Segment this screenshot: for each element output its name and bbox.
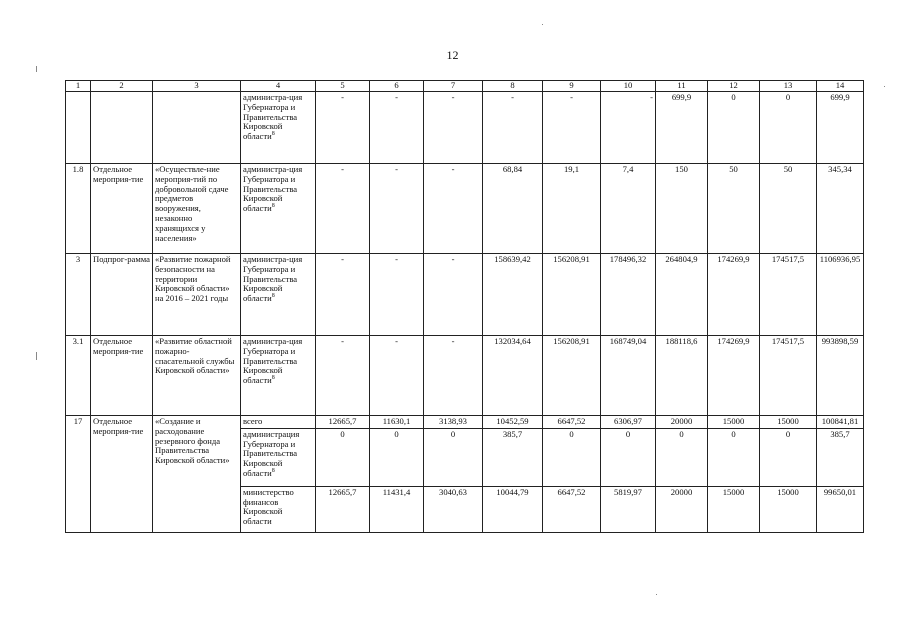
executor-cell: министерство финансов Кировской области (241, 486, 316, 532)
header-row (66, 81, 864, 92)
row-name-cell: «Создание и расходование резервного фонда Правительства Кировской области» (153, 416, 241, 533)
scan-speck (36, 352, 37, 360)
value-cell: 385,7 (483, 428, 543, 486)
value-cell: 174269,9 (708, 254, 760, 336)
table-row (66, 416, 864, 429)
value-cell: - (370, 254, 424, 336)
row-name-cell (153, 92, 241, 164)
value-cell: 168749,04 (601, 336, 656, 416)
value-cell: 50 (760, 164, 817, 254)
value-cell: 15000 (708, 416, 760, 429)
value-cell: - (370, 92, 424, 164)
row-number-cell: 3.1 (66, 336, 91, 416)
header-cell: 11 (656, 81, 708, 92)
value-cell: 0 (708, 428, 760, 486)
value-cell: 174269,9 (708, 336, 760, 416)
value-cell: 15000 (760, 486, 817, 532)
value-cell: 699,9 (817, 92, 864, 164)
header-cell: 7 (424, 81, 483, 92)
row-number-cell: 3 (66, 254, 91, 336)
value-cell: 15000 (760, 416, 817, 429)
value-cell: 0 (316, 428, 370, 486)
executor-cell: администрация Губернатора и Правительства Кировской области$^8$ (241, 428, 316, 486)
value-cell: 345,34 (817, 164, 864, 254)
header-cell: 12 (708, 81, 760, 92)
value-cell: 0 (760, 92, 817, 164)
value-cell: - (316, 164, 370, 254)
table-row (66, 254, 864, 336)
value-cell: 12665,7 (316, 486, 370, 532)
value-cell: 99650,01 (817, 486, 864, 532)
row-number-cell: 1.8 (66, 164, 91, 254)
value-cell: - (316, 92, 370, 164)
value-cell: 19,1 (543, 164, 601, 254)
header-cell: 5 (316, 81, 370, 92)
value-cell: 174517,5 (760, 336, 817, 416)
scan-speck (884, 86, 885, 87)
header-cell: 1 (66, 81, 91, 92)
header-cell: 2 (91, 81, 153, 92)
scan-speck (36, 66, 37, 72)
value-cell: 150 (656, 164, 708, 254)
value-cell: 11630,1 (370, 416, 424, 429)
header-cell: 14 (817, 81, 864, 92)
header-cell: 10 (601, 81, 656, 92)
table-row (66, 164, 864, 254)
value-cell: 6647,52 (543, 416, 601, 429)
budget-table (65, 80, 864, 533)
executor-cell: администра-ция Губернатора и Правительства Кировской области$^8$ (241, 92, 316, 164)
header-cell: 13 (760, 81, 817, 92)
value-cell: 156208,91 (543, 254, 601, 336)
value-cell: 20000 (656, 416, 708, 429)
row-type-cell (91, 92, 153, 164)
value-cell: 0 (543, 428, 601, 486)
value-cell: - (543, 92, 601, 164)
value-cell: 178496,32 (601, 254, 656, 336)
row-number-cell (66, 92, 91, 164)
value-cell: 699,9 (656, 92, 708, 164)
value-cell: 3040,63 (424, 486, 483, 532)
table-row (66, 336, 864, 416)
value-cell: 0 (601, 428, 656, 486)
value-cell: 6306,97 (601, 416, 656, 429)
value-cell: 5819,97 (601, 486, 656, 532)
scan-speck (542, 24, 543, 25)
row-type-cell: Отдельное мероприя-тие (91, 416, 153, 533)
row-name-cell: «Развитие пожарной безопасности на территории Кировской области» на 2016 – 2021 годы (153, 254, 241, 336)
value-cell: - (370, 336, 424, 416)
value-cell: 100841,81 (817, 416, 864, 429)
value-cell: 158639,42 (483, 254, 543, 336)
row-type-cell: Подпрог-рамма (91, 254, 153, 336)
header-cell: 9 (543, 81, 601, 92)
header-cell: 8 (483, 81, 543, 92)
value-cell: 7,4 (601, 164, 656, 254)
header-cell: 3 (153, 81, 241, 92)
value-cell: 0 (760, 428, 817, 486)
value-cell: - (370, 164, 424, 254)
executor-cell: администра-ция Губернатора и Правительства Кировской области$^8$ (241, 164, 316, 254)
value-cell: 264804,9 (656, 254, 708, 336)
value-cell: 993898,59 (817, 336, 864, 416)
header-cell: 6 (370, 81, 424, 92)
value-cell: 20000 (656, 486, 708, 532)
value-cell: 12665,7 (316, 416, 370, 429)
row-number-cell: 17 (66, 416, 91, 533)
value-cell: 188118,6 (656, 336, 708, 416)
value-cell: 0 (708, 92, 760, 164)
row-type-cell: Отдельное мероприя-тие (91, 164, 153, 254)
value-cell: 385,7 (817, 428, 864, 486)
value-cell: 10452,59 (483, 416, 543, 429)
value-cell: 0 (424, 428, 483, 486)
value-cell: 1106936,95 (817, 254, 864, 336)
row-name-cell: «Развитие областной пожарно-спасательной службы Кировской области» (153, 336, 241, 416)
value-cell: - (316, 336, 370, 416)
value-cell: 6647,52 (543, 486, 601, 532)
table-row (66, 92, 864, 164)
value-cell: 50 (708, 164, 760, 254)
value-cell: - (424, 164, 483, 254)
value-cell: - (424, 254, 483, 336)
value-cell: 132034,64 (483, 336, 543, 416)
value-cell: 174517,5 (760, 254, 817, 336)
value-cell: 11431,4 (370, 486, 424, 532)
page-number: 12 (446, 48, 459, 62)
executor-cell: администра-ция Губернатора и Правительства Кировской области$^8$ (241, 336, 316, 416)
value-cell: 68,84 (483, 164, 543, 254)
value-cell: 10044,79 (483, 486, 543, 532)
header-cell: 4 (241, 81, 316, 92)
value-cell: 3138,93 (424, 416, 483, 429)
executor-cell: всего (241, 416, 316, 429)
scan-speck (656, 594, 657, 595)
executor-cell: администра-ция Губернатора и Правительства Кировской области$^8$ (241, 254, 316, 336)
value-cell: - (316, 254, 370, 336)
row-name-cell: «Осуществле-ние мероприя-тий по добровольной сдаче предметов вооружения, незаконно хранящихся у населения» (153, 164, 241, 254)
value-cell: - (483, 92, 543, 164)
value-cell: 15000 (708, 486, 760, 532)
value-cell: 156208,91 (543, 336, 601, 416)
value-cell: - (424, 336, 483, 416)
value-cell: 0 (656, 428, 708, 486)
value-cell: 0 (370, 428, 424, 486)
row-type-cell: Отдельное мероприя-тие (91, 336, 153, 416)
value-cell: - (424, 92, 483, 164)
value-cell: - (601, 92, 656, 164)
